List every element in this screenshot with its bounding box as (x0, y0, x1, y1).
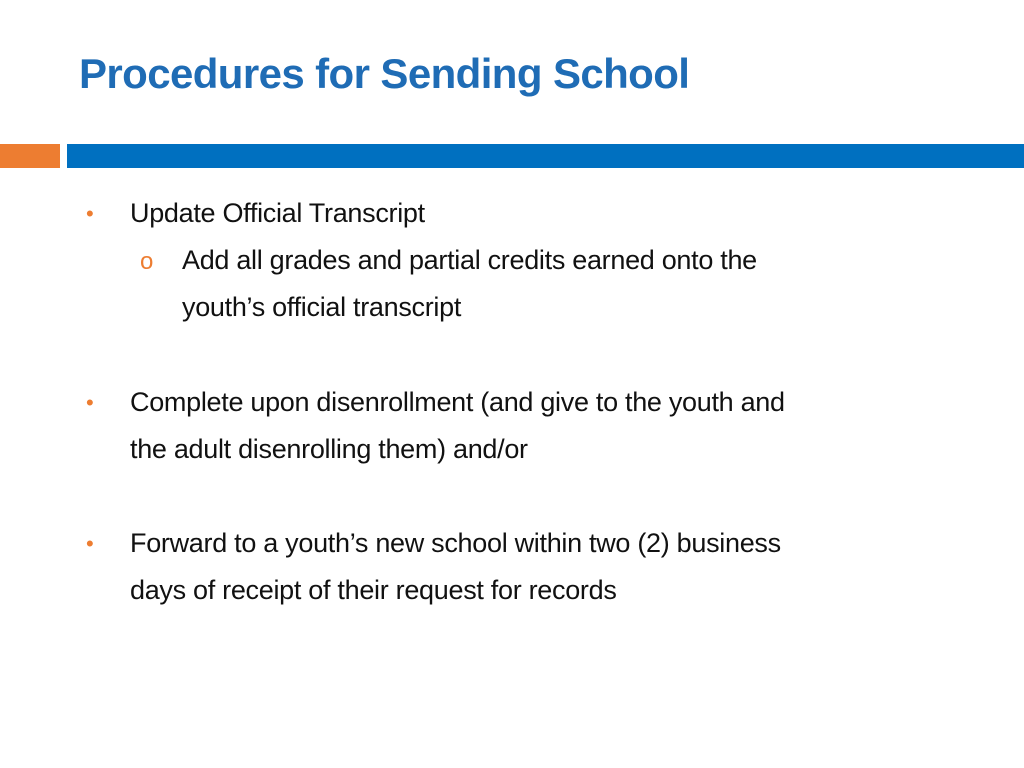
sub-bullet-text-line-2: youth’s official transcript (182, 292, 462, 322)
bullet-text-line-2: days of receipt of their request for records (130, 575, 617, 605)
bullet-marker: • (86, 390, 94, 415)
bullet-marker: • (86, 201, 94, 226)
bullet-marker: • (86, 531, 94, 556)
sub-bullet-marker: o (140, 248, 154, 275)
bullet-text-line-2: the adult disenrolling them) and/or (130, 434, 528, 464)
bullet-text: Update Official Transcript (130, 198, 425, 228)
bullet-text-line-1: Complete upon disenrollment (and give to the youth and (130, 387, 785, 417)
bullet-text-line-1: Forward to a youth’s new school within two (2) business (130, 528, 781, 558)
sub-bullet-text-line-1: Add all grades and partial credits earned onto the (182, 245, 757, 275)
slide-title: Procedures for Sending School (79, 50, 690, 97)
